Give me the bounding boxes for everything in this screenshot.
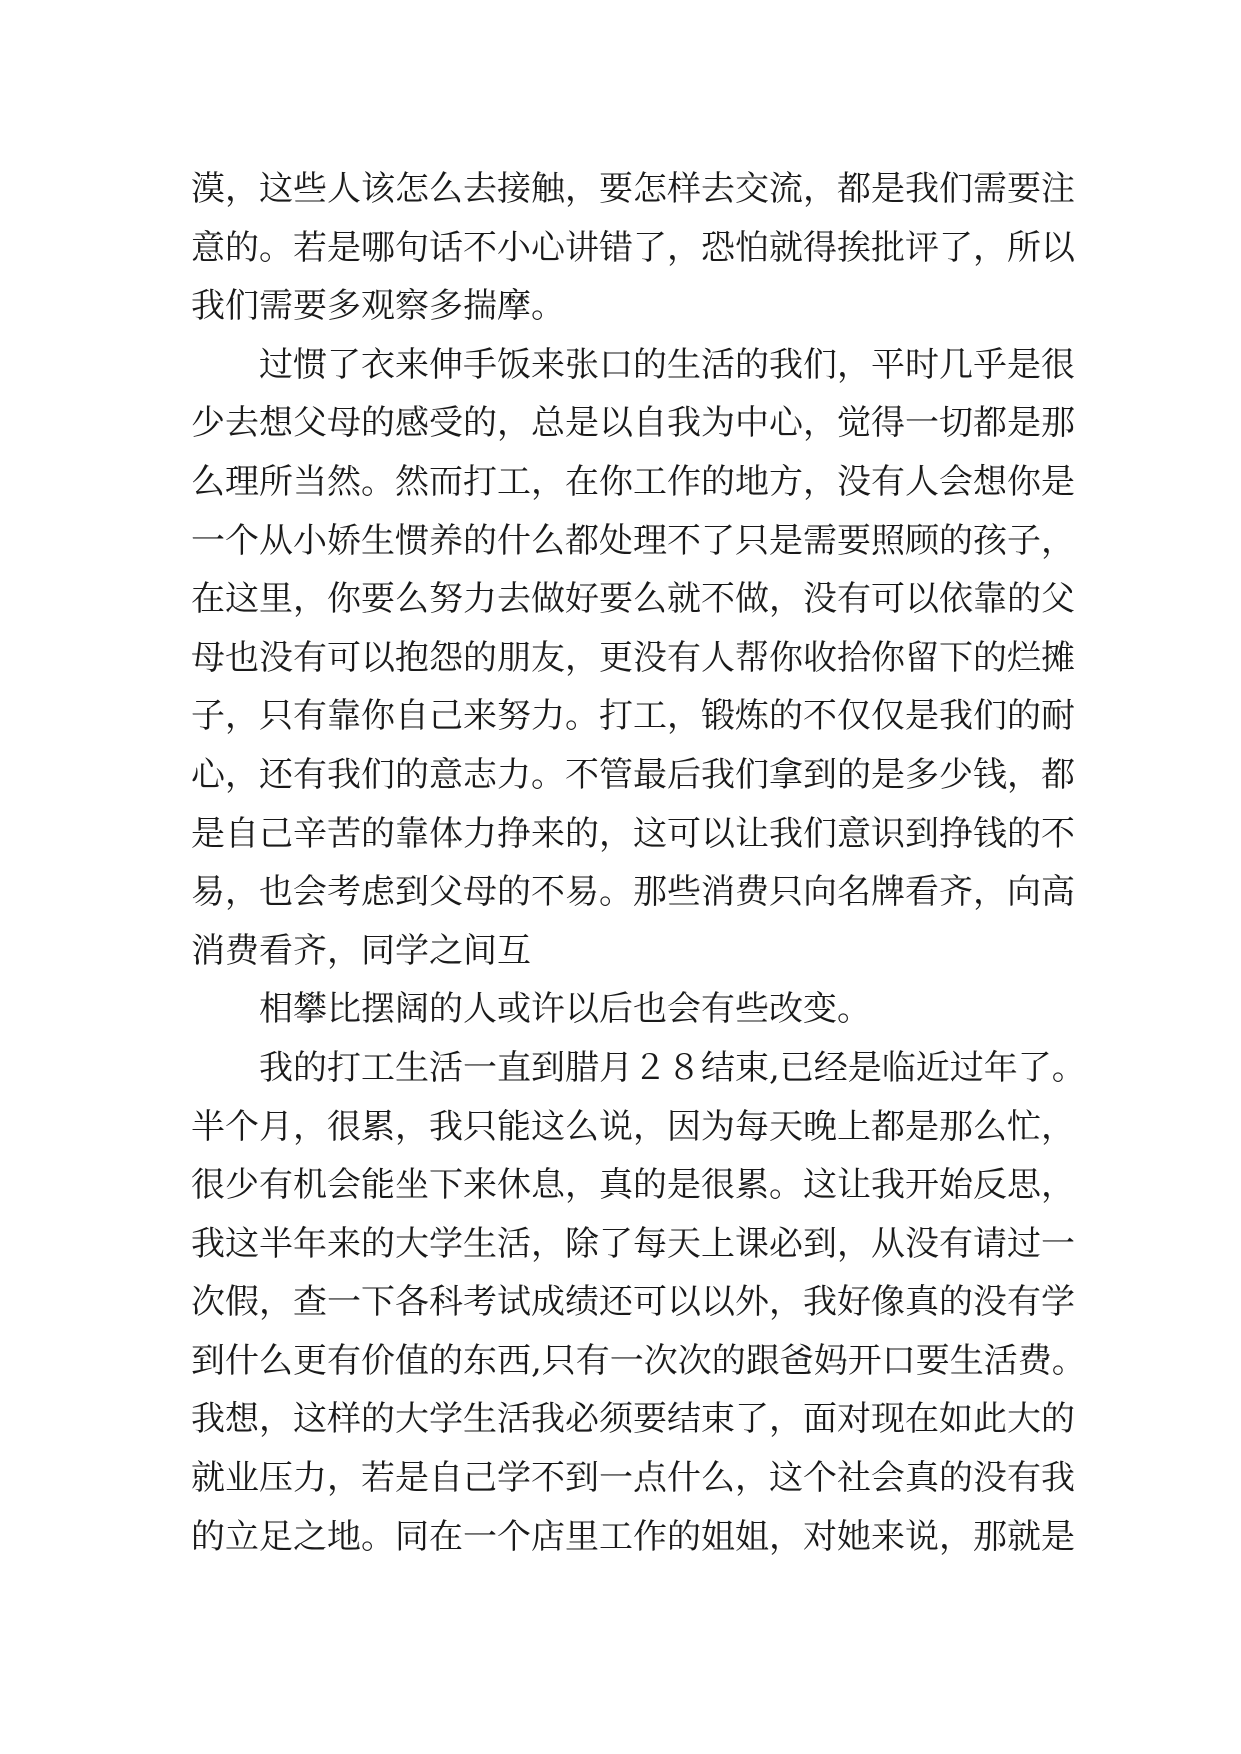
text-line: 么理所当然。然而打工，在你工作的地方，没有人会想你是 xyxy=(191,461,1075,502)
text-line: 意的。若是哪句话不小心讲错了，恐怕就得挨批评了，所以 xyxy=(191,227,1075,268)
text-line: 我们需要多观察多揣摩。 xyxy=(191,286,565,327)
text-line: 相攀比摆阔的人或许以后也会有些改变。 xyxy=(259,989,871,1030)
text-line: 易，也会考虑到父母的不易。那些消费只向名牌看齐，向高 xyxy=(191,872,1075,913)
body-text xyxy=(191,160,1086,1566)
text-line: 一个从小娇生惯养的什么都处理不了只是需要照顾的孩子， xyxy=(191,520,1075,561)
text-line: 子，只有靠你自己来努力。打工，锻炼的不仅仅是我们的耐 xyxy=(191,696,1075,737)
text-line: 次假，查一下各科考试成绩还可以以外，我好像真的没有学 xyxy=(191,1282,1075,1323)
text-line: 半个月，很累，我只能这么说，因为每天晚上都是那么忙， xyxy=(191,1106,1075,1147)
text-line: 是自己辛苦的靠体力挣来的，这可以让我们意识到挣钱的不 xyxy=(191,813,1075,854)
text-line: 母也没有可以抱怨的朋友，更没有人帮你收拾你留下的烂摊 xyxy=(191,637,1075,678)
text-line: 过惯了衣来伸手饭来张口的生活的我们，平时几乎是很 xyxy=(259,344,1075,385)
text-line: 我这半年来的大学生活，除了每天上课必到，从没有请过一 xyxy=(191,1223,1075,1264)
text-line: 心，还有我们的意志力。不管最后我们拿到的是多少钱，都 xyxy=(191,754,1075,795)
text-line: 就业压力，若是自己学不到一点什么，这个社会真的没有我 xyxy=(191,1458,1075,1499)
text-line: 漠，这些人该怎么去接触，要怎样去交流，都是我们需要注 xyxy=(191,169,1075,209)
text-line: 到什么更有价值的东西,只有一次次的跟爸妈开口要生活费。 xyxy=(191,1340,1086,1381)
text-line: 的立足之地。同在一个店里工作的姐姐，对她来说，那就是 xyxy=(191,1516,1075,1557)
text-line: 在这里，你要么努力去做好要么就不做，没有可以依靠的父 xyxy=(191,579,1075,620)
text-line: 很少有机会能坐下来休息，真的是很累。这让我开始反思， xyxy=(191,1165,1075,1206)
text-line: 我想，这样的大学生活我必须要结束了，面对现在如此大的 xyxy=(191,1399,1075,1440)
text-line: 我的打工生活一直到腊月２８结束,已经是临近过年了。 xyxy=(259,1047,1086,1088)
text-line: 消费看齐，同学之间互 xyxy=(191,930,531,971)
text-line: 少去想父母的感受的，总是以自我为中心，觉得一切都是那 xyxy=(191,403,1075,444)
